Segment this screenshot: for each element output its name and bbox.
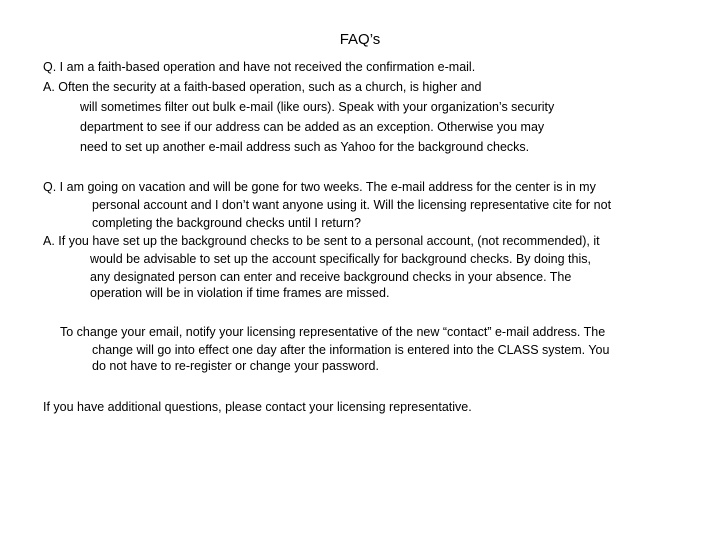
faq-2-question-line: Q. I am going on vacation and will be gone for two weeks. The e-mail address for the center is in my [43, 180, 596, 194]
faq-2-question-line: completing the background checks until I return? [92, 216, 361, 230]
faq-2-answer-line: would be advisable to set up the account specifically for background checks. By doing this, [90, 252, 591, 266]
faq-2-question-line: personal account and I don’t want anyone using it. Will the licensing representative cite for not [92, 198, 612, 212]
page-title: FAQ’s [339, 31, 381, 48]
faq-1-answer-line: department to see if our address can be added as an exception. Otherwise you may [80, 120, 545, 134]
faq-1-answer-line: A. Often the security at a faith-based operation, such as a church, is higher and [43, 80, 482, 94]
faq-1-answer-line: will sometimes filter out bulk e-mail (like ours). Speak with your organization’s security [80, 100, 555, 114]
faq-1-question: Q. I am a faith-based operation and have not received the confirmation e-mail. [43, 60, 476, 74]
faq-2-answer-line: any designated person can enter and receive background checks in your absence. The [90, 270, 572, 284]
faq-2-answer-line: A. If you have set up the background checks to be sent to a personal account, (not recommended), it [43, 234, 600, 248]
email-change-line: do not have to re-register or change your password. [92, 359, 379, 373]
closing-note: If you have additional questions, please contact your licensing representative. [43, 400, 472, 414]
email-change-line: change will go into effect one day after the information is entered into the CLASS system. You [92, 343, 610, 357]
faq-1-answer-line: need to set up another e-mail address such as Yahoo for the background checks. [80, 140, 530, 154]
faq-2-answer-line: operation will be in violation if time frames are missed. [90, 286, 390, 300]
email-change-line: To change your email, notify your licensing representative of the new “contact” e-mail address. The [60, 325, 606, 339]
